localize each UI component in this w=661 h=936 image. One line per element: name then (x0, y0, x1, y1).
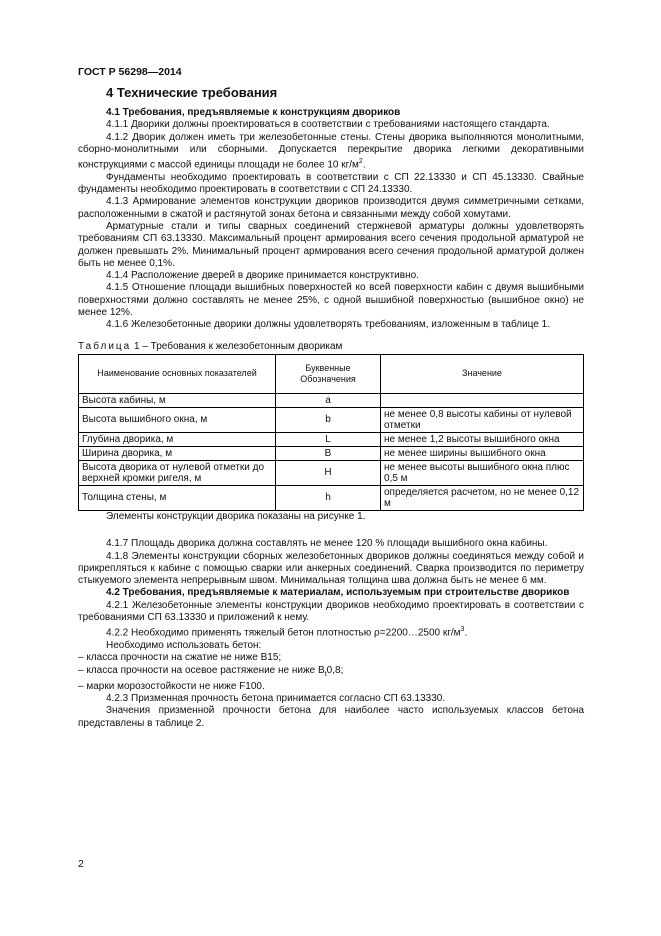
paragraph-4-2-2-text: 4.2.2 Необходимо применять тяжелый бетон плотностью ρ=2200…2500 кг/м (106, 627, 461, 639)
table-header-row (79, 354, 584, 393)
table-caption-word: Таблица (78, 340, 132, 352)
table-cell: a (276, 393, 381, 407)
table-cell: h (276, 485, 381, 510)
table-row (79, 432, 584, 446)
table-row (79, 446, 584, 460)
header-symbol: Буквенные Обозначения (276, 354, 381, 393)
table-cell: определяется расчетом, но не менее 0,12 м (381, 485, 584, 510)
header-value: Значение (381, 354, 584, 393)
header-indicator: Наименование основных показателей (79, 354, 276, 393)
table-cell: H (276, 460, 381, 485)
table-cell: не менее высоты вышибного окна плюс 0,5 м (381, 460, 584, 485)
requirements-table (78, 354, 584, 511)
list-item-text: – класса прочности на осевое растяжение не ниже B (78, 664, 325, 676)
table-row (79, 393, 584, 407)
table-cell: L (276, 432, 381, 446)
table-cell: Толщина стены, м (79, 485, 276, 510)
paragraph-table-2-ref: Значения призменной прочности бетона для наиболее часто используемых классов бетона представлены в таблице 2. (78, 705, 584, 729)
paragraph-4-2-3: 4.2.3 Призменная прочность бетона принимается согласно СП 63.13330. (106, 693, 446, 705)
list-item-end: 0,8; (326, 664, 344, 676)
table-row (79, 460, 584, 485)
paragraph-4-1-3: 4.1.3 Армирование элементов конструкции двориков производится двумя симметричными сетками, расположенными в сжатой и растянутой зонах бетона и связанными между собой хомутами. (78, 196, 584, 220)
paragraph-4-1-8: 4.1.8 Элементы конструкции сборных железобетонных двориков должны соединяться между собой и прикрепляться к кабине с помощью сварки или анкерных соединений. Сварка производится по периметру стыкуемого элемента непрерывным швом. Минимальная толщина шва должна быть не менее 6 мм. (78, 550, 584, 587)
paragraph-4-1-5: 4.1.5 Отношение площади вышибных поверхностей ко всей поверхности кабин с двумя вышибными поверхностями должно составлять не менее 25%, с одной вышибной поверхностью (вышибное окно) не менее 12%. (78, 282, 584, 319)
table-cell: не менее ширины вышибного окна (381, 446, 584, 460)
paragraph-4-1-2 (78, 132, 584, 172)
paragraph-4-1-7: 4.1.7 Площадь дворика должна составлять не менее 120 % площади вышибного окна кабины. (106, 538, 548, 550)
document-id-header: ГОСТ Р 56298—2014 (78, 66, 182, 78)
subscript-t: t (324, 670, 327, 678)
table-cell: Высота вышибного окна, м (79, 407, 276, 432)
paragraph-4-1-6: 4.1.6 Железобетонные дворики должны удовлетворять требованиям, изложенным в таблице 1. (106, 319, 550, 331)
table-cell: не менее 1,2 высоты вышибного окна (381, 432, 584, 446)
table-cell: не менее 0,8 высоты кабины от нулевой отметки (381, 407, 584, 432)
page-number: 2 (78, 858, 84, 870)
table-row (79, 407, 584, 432)
table-row (79, 485, 584, 510)
figure-reference: Элементы конструкции дворика показаны на рисунке 1. (106, 510, 366, 522)
body-text (78, 107, 584, 730)
table-1-caption (78, 341, 584, 353)
table-cell: Глубина дворика, м (79, 432, 276, 446)
subsection-4-1-title: 4.1 Требования, предъявляемые к конструкциям двориков (106, 107, 401, 118)
subsection-4-2-title: 4.2 Требования, предъявляемые к материалам, используемым при строительстве двориков (106, 587, 570, 599)
list-item: – класса прочности на сжатие не ниже B15; (78, 652, 282, 664)
section-title: 4 Технические требования (106, 85, 278, 100)
paragraph-4-1-2-text: 4.1.2 Дворик должен иметь три железобетонные стены. Стены дворика выполняются монолитными, сборно-монолитными или сборными. Допускается перекрытие дворика легкими декоративными конструкциями с массой единицы площади не более 10 кг/м (78, 131, 584, 171)
superscript-2: 2 (358, 158, 363, 166)
spacer (78, 523, 584, 538)
paragraph-4-1-1: 4.1.1 Дворики должны проектироваться в соответствии с требованиями настоящего стандарта. (106, 119, 550, 131)
paragraph-4-1-2-end: . (362, 159, 366, 171)
paragraph-4-2-1: 4.2.1 Железобетонные элементы конструкции двориков необходимо проектировать в соответствии с требованиями СП 63.13330 и приложений к нему. (78, 599, 584, 624)
paragraph-foundations: Фундаменты необходимо проектировать в соответствии с СП 22.13330 и СП 45.13330. Свайные фундаменты необходимо проектировать в соответствии с СП 24.13330. (78, 171, 584, 196)
list-item: – марки морозостойкости не ниже F100. (78, 680, 265, 692)
superscript-3: 3 (460, 626, 465, 634)
table-cell: Ширина дворика, м (79, 446, 276, 460)
table-cell: B (276, 446, 381, 460)
table-cell (381, 393, 584, 407)
table-cell: Высота дворика от нулевой отметки до верхней кромки ригеля, м (79, 460, 276, 485)
paragraph-4-2-2 (78, 624, 584, 640)
table-caption-rest: 1 – Требования к железобетонным дворикам (131, 340, 343, 352)
table-cell: Высота кабины, м (79, 393, 276, 407)
paragraph-4-2-2-end: . (464, 627, 468, 639)
table-cell: b (276, 407, 381, 432)
paragraph-4-1-4: 4.1.4 Расположение дверей в дворике принимается конструктивно. (106, 270, 419, 282)
paragraph-reinforcement: Арматурные стали и типы сварных соединений стержневой арматуры должны удовлетворять требованиям СП 63.13330. Максимальный процент армирования всего сечения продольной арматурой не должен превышать 2%. Минимальный процент армирования всего сечения продольной арматурой должен быть не менее 0,1%. (78, 221, 584, 269)
list-item (78, 665, 584, 681)
paragraph-concrete-intro: Необходимо использовать бетон: (106, 639, 262, 651)
